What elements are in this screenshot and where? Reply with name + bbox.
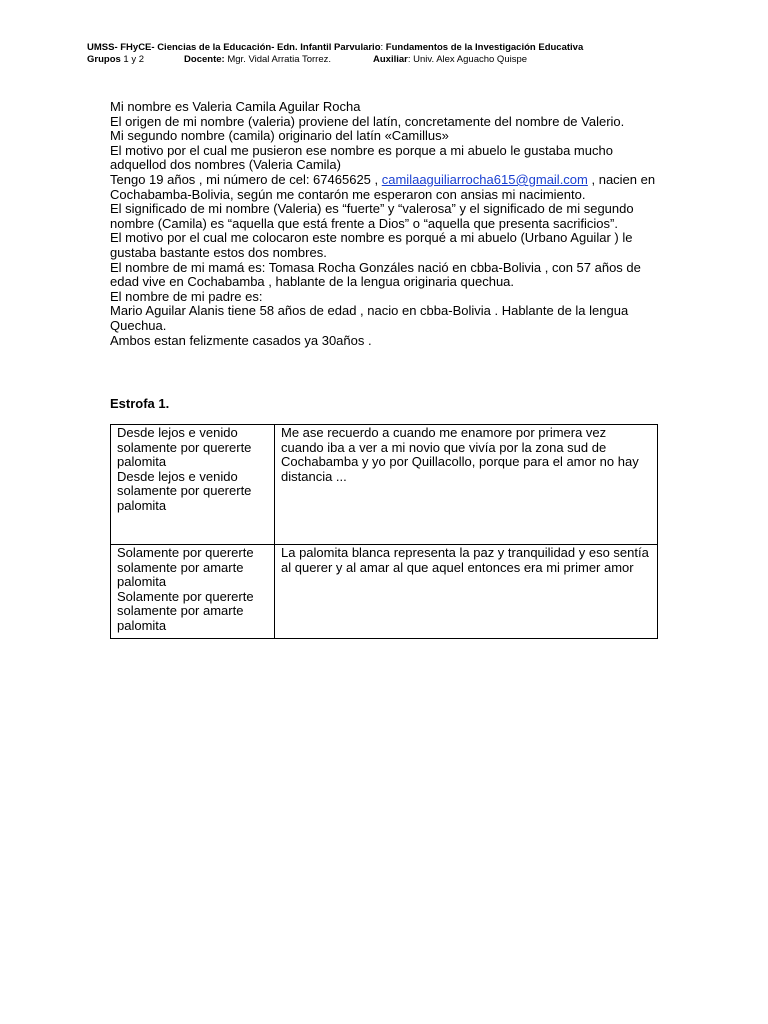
paragraph-second-name: Mi segundo nombre (camila) originario del latín «Camillus»: [110, 128, 449, 144]
paragraph-married: Ambos estan felizmente casados ya 30años .: [110, 332, 372, 348]
table-row: [111, 545, 658, 639]
contact-text: Tengo 19 años , mi número de cel: 67465625 ,: [110, 171, 382, 187]
paragraph-meaning: El significado de mi nombre (Valeria) es “fuerte” y “valerosa” y el significado de mi segundo nombre (Camila) es “aquella que está frente a Dios” o “aquella que presenta sacrificios”.: [110, 201, 634, 231]
header-staff-line: [87, 54, 583, 66]
paragraph-contact: [110, 173, 670, 202]
header-institution: UMSS- FHyCE- Ciencias de la Educación- Edn. Infantil Parvulario: [87, 42, 381, 53]
paragraph-mother: El nombre de mi mamá es: Tomasa Rocha Gonzáles nació en cbba-Bolivia , con 57 años de edad vive en Cochabamba , hablante de la lengua originaria quechua.: [110, 259, 641, 290]
paragraph-father-label: El nombre de mi padre es:: [110, 288, 263, 304]
verse-cell: Desde lejos e venido solamente por quererte palomita Desde lejos e venido solamente por quererte palomita: [111, 425, 275, 545]
table-row: [111, 425, 658, 545]
docente-label: Docente:: [184, 54, 225, 65]
verse-cell: Solamente por quererte solamente por amarte palomita Solamente por quererte solamente por amarte palomita: [111, 545, 275, 639]
comment-cell: Me ase recuerdo a cuando me enamore por primera vez cuando iba a ver a mi novio que vivía por la zona sud de Cochabamba y yo por Quillacollo, porque para el amor no hay distancia ...: [275, 425, 658, 545]
auxiliar-label: Auxiliar: [373, 54, 408, 65]
auxiliar-value: : Univ. Alex Aguacho Quispe: [407, 54, 528, 65]
personal-description: [110, 100, 670, 348]
grupos-label: Grupos: [87, 54, 121, 65]
header-subject: Fundamentos de la Investigación Educativa: [385, 42, 584, 53]
paragraph-father: Mario Aguilar Alanis tiene 58 años de edad , nacio en cbba-Bolivia . Hablante de la lengua Quechua.: [110, 303, 629, 333]
grupos-value: 1 y 2: [120, 54, 145, 65]
paragraph-name: Mi nombre es Valeria Camila Aguilar Rocha: [110, 99, 361, 114]
paragraph-motive: El motivo por el cual me pusieron ese nombre es porque a mi abuelo le gustaba mucho adquellod dos nombres (Valeria Camila): [110, 142, 613, 173]
section-title: Estrofa 1.: [110, 396, 170, 411]
header-course-line: [87, 42, 583, 54]
comment-cell: La palomita blanca representa la paz y tranquilidad y eso sentía al querer y al amar al que aquel entonces era mi primer amor: [275, 545, 658, 639]
email-link[interactable]: camilaaguiliarrocha615@gmail.com: [381, 171, 588, 187]
birthplace-text: , nacien en Cochabamba-Bolivia, según me contarón me esperaron con ansias mi nacimiento.: [110, 171, 656, 202]
verse-table: [110, 424, 658, 639]
paragraph-origin: El origen de mi nombre (valeria) proviene del latín, concretamente del nombre de Valerio.: [110, 113, 625, 129]
paragraph-grandfather: El motivo por el cual me colocaron este nombre es porqué a mi abuelo (Urbano Aguilar ) le gustaba bastante estos dos nombres.: [110, 230, 633, 260]
document-header: [87, 42, 583, 66]
docente-value: Mgr. Vidal Arratia Torrez.: [224, 54, 331, 65]
header-separator: :: [380, 42, 386, 53]
